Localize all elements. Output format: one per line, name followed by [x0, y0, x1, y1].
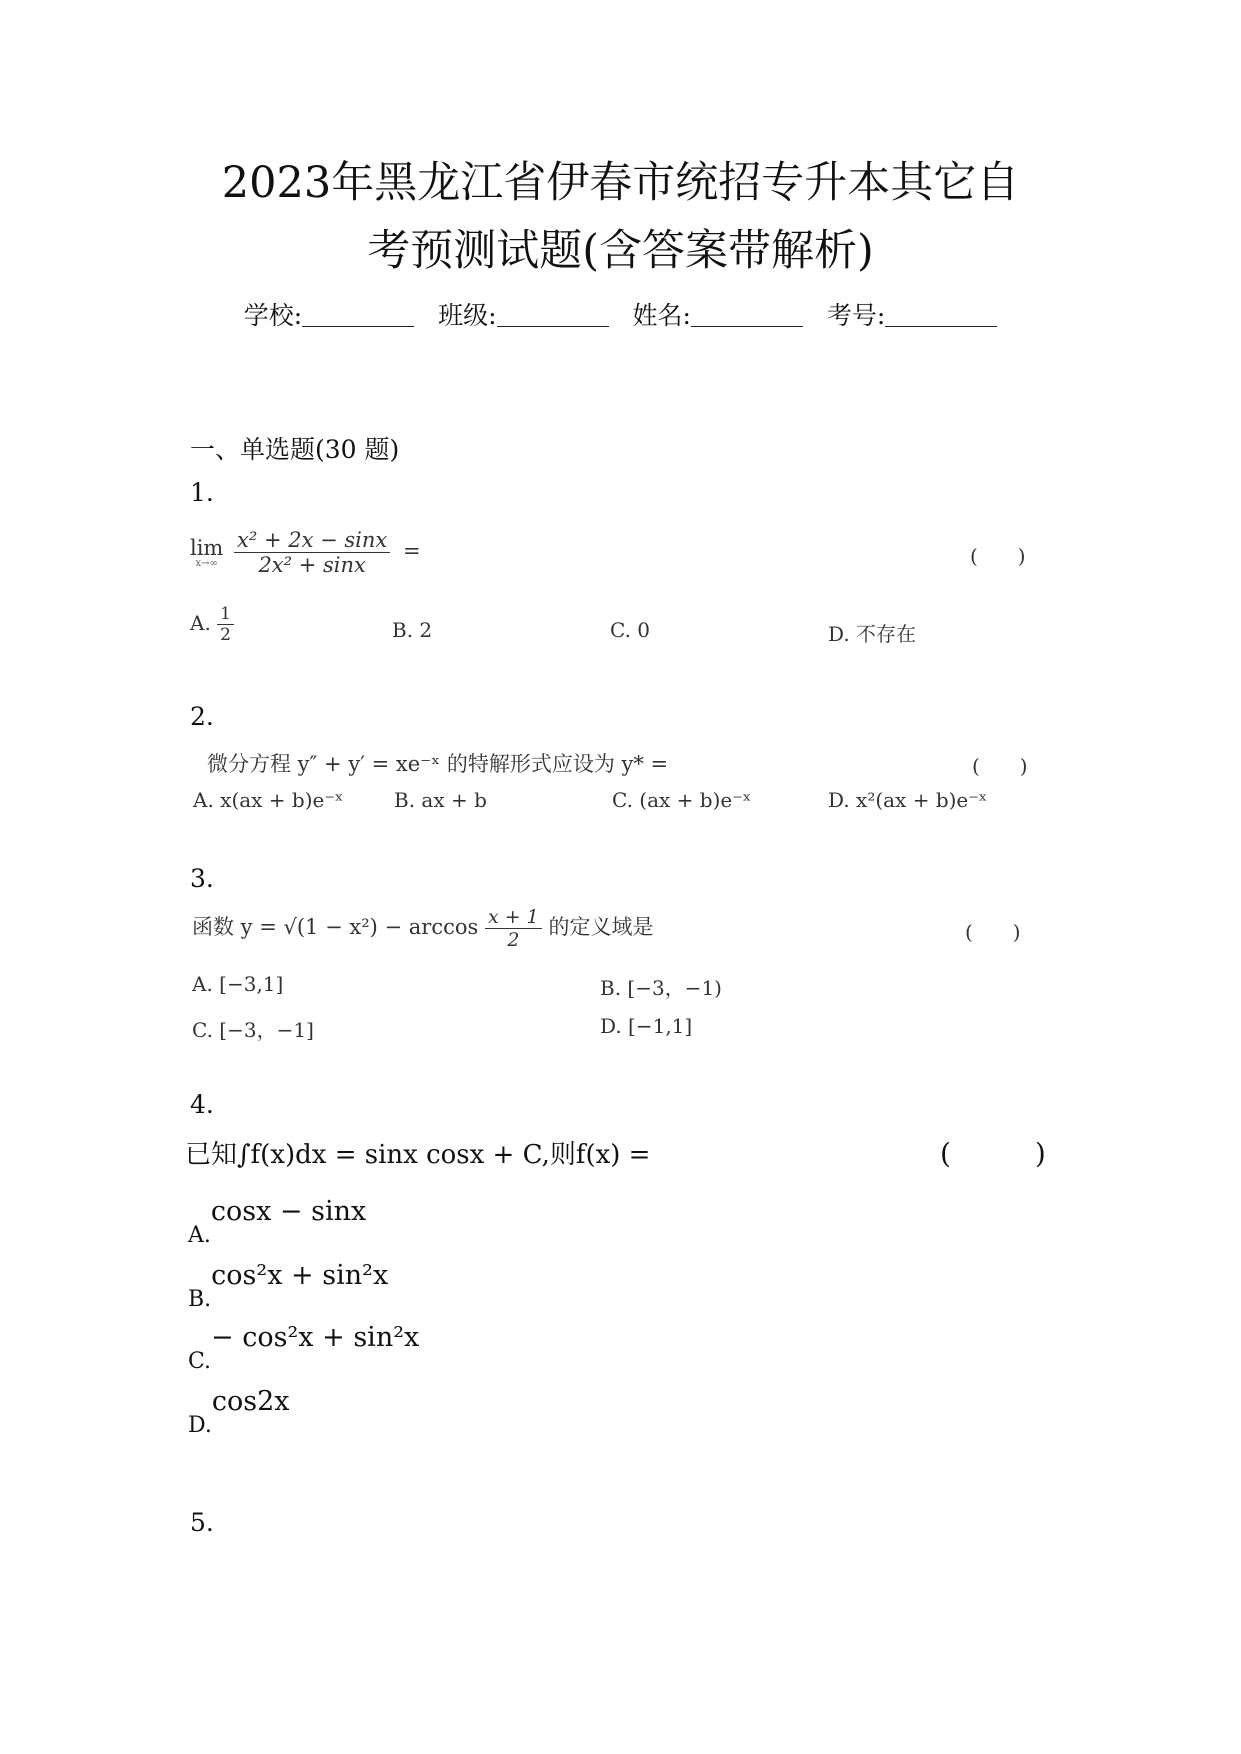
- q2-option-b: B. ax + b: [394, 788, 487, 812]
- page-title-line2: 考预测试题(含答案带解析): [367, 226, 874, 276]
- class-field: [438, 301, 608, 330]
- q1-option-a-num: 1: [217, 604, 234, 625]
- question-1-stem: [190, 528, 421, 577]
- q4-option-c-formula: − cos²x + sin²x: [211, 1322, 420, 1353]
- q1-denominator: 2x² + sinx: [258, 553, 366, 577]
- q4-option-d-formula: cos2x: [211, 1386, 290, 1417]
- name-field: [632, 301, 802, 330]
- q2-option-d: D. x²(ax + b)e⁻ˣ: [828, 788, 988, 812]
- q3-option-b: B. [−3，−1): [600, 976, 722, 1000]
- name-blank: [691, 306, 803, 327]
- q1-equals: =: [402, 539, 421, 563]
- school-label: 学校:: [243, 301, 303, 330]
- q3-frac-den: 2: [507, 929, 520, 951]
- q2-option-a: A. x(ax + b)e⁻ˣ: [193, 788, 344, 812]
- q1-answer-paren: ( ): [970, 544, 1026, 568]
- q4-answer-paren: ( ): [940, 1137, 1046, 1170]
- class-blank: [497, 306, 609, 327]
- q1-option-a: [190, 604, 234, 645]
- q4-option-a-label: A.: [188, 1223, 211, 1248]
- q3-stem-pre: 函数 y = √(1 − x²) − arccos: [192, 915, 479, 939]
- exam-number-blank: [885, 306, 997, 327]
- q3-option-d: D. [−1,1]: [600, 1014, 693, 1038]
- question-4-number: 4.: [190, 1090, 214, 1119]
- q2-answer-paren: ( ): [972, 754, 1028, 778]
- school-blank: [302, 306, 414, 327]
- q4-option-d: [188, 1386, 290, 1438]
- question-5-number: 5.: [190, 1508, 214, 1537]
- q4-option-b-formula: cos²x + sin²x: [211, 1260, 389, 1291]
- q4-option-d-label: D.: [188, 1413, 212, 1438]
- student-info-row: [0, 296, 1241, 332]
- q4-option-c-label: C.: [188, 1349, 212, 1374]
- q1-numerator: x² + 2x − sinx: [234, 528, 390, 553]
- q1-option-b: B. 2: [392, 618, 433, 642]
- q1-option-a-label: A.: [190, 611, 211, 635]
- q4-option-c: [188, 1322, 419, 1374]
- question-1-number: 1.: [190, 478, 214, 507]
- q1-option-a-den: 2: [220, 625, 231, 645]
- q3-option-c: C. [−3，−1]: [192, 1018, 314, 1042]
- class-label: 班级:: [438, 301, 497, 330]
- exam-number-label: 考号:: [826, 301, 886, 330]
- question-3-number: 3.: [190, 864, 214, 893]
- question-4-stem: 已知∫f(x)dx = sinx cosx + C,则f(x) =: [185, 1140, 651, 1170]
- question-3-stem: [192, 906, 653, 951]
- q3-answer-paren: ( ): [965, 920, 1021, 944]
- page-title-line1: 2023年黑龙江省伊春市统招专升本其它自: [221, 158, 1020, 208]
- section-heading: 一、单选题(30 题): [190, 435, 400, 464]
- q3-option-a: A. [−3,1]: [192, 972, 284, 996]
- school-field: [244, 301, 414, 330]
- question-2-stem: 微分方程 y″ + y′ = xe⁻ˣ 的特解形式应设为 y* =: [207, 752, 669, 776]
- q1-lim-sub: x→∞: [195, 558, 218, 569]
- q3-stem-post: 的定义域是: [548, 915, 654, 939]
- name-label: 姓名:: [632, 301, 691, 330]
- q2-option-c: C. (ax + b)e⁻ˣ: [612, 788, 752, 812]
- q3-frac-num: x + 1: [485, 906, 542, 929]
- q4-option-b-label: B.: [188, 1287, 212, 1312]
- q4-option-a: [188, 1196, 366, 1248]
- q1-lim: lim: [190, 536, 224, 560]
- q1-option-d: D. 不存在: [828, 622, 917, 646]
- q4-option-a-formula: cosx − sinx: [210, 1196, 367, 1227]
- question-2-number: 2.: [190, 702, 214, 731]
- q4-option-b: [188, 1260, 388, 1312]
- q1-option-c: C. 0: [610, 618, 651, 642]
- exam-number-field: [827, 301, 997, 330]
